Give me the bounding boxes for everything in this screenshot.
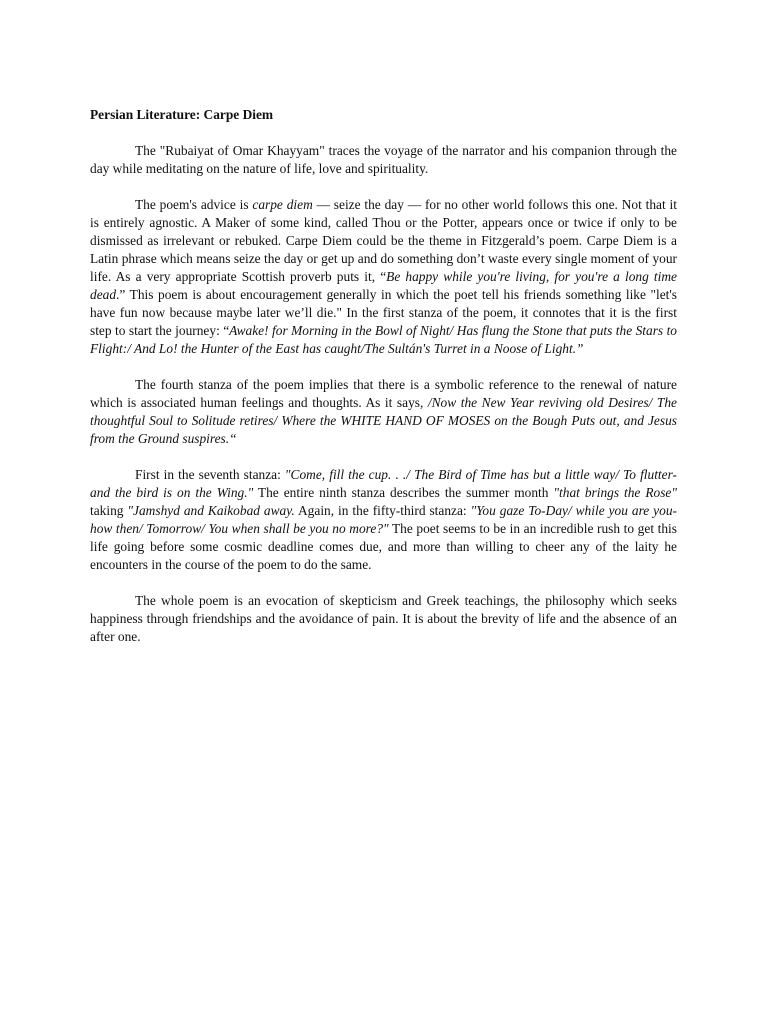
paragraph-4 (90, 466, 677, 574)
p2-c: — seize the day — for no other world follows this one. Not that it is entirely agnostic. A Maker of some kind, called Thou or the Potter, appears once or twice if only to be dismissed as irrelevant or rebuked. Carpe Diem could be the theme in Fitzgerald’s poem. Carpe Diem is a Latin phrase which means seize the day or get up and do something don’t waste every single moment of your life. As a very appropriate Scottish proverb puts it, “ (90, 197, 677, 284)
p4-f-italic: "Jamshyd and Kaikobad away. (127, 503, 295, 518)
p2-f-italic: Awake! for Morning in the Bowl of Night/ Has flung the Stone that puts the Stars to Flight:/ And Lo! the Hunter of the East has caught/The Sultán's Turret in a Noose of Light.” (90, 323, 677, 356)
paragraph-3 (90, 376, 677, 448)
p3-b-italic: /Now the New Year reviving old Desires/ The thoughtful Soul to Solitude retires/ Where the WHITE HAND OF MOSES on the Bough Puts out, and Jesus from the Ground suspires.“ (90, 395, 678, 446)
paragraph-5-text: The whole poem is an evocation of skepticism and Greek teachings, the philosophy which seeks happiness through friendships and the avoidance of pain. It is about the brevity of life and the absence of an after one. (90, 593, 677, 644)
p4-e: taking (90, 503, 128, 518)
paragraph-1 (90, 142, 677, 178)
p2-d-italic: Be happy while you're living, for you're a long time dead (90, 269, 677, 302)
paragraph-2 (90, 196, 677, 358)
p2-a: The poem's advice is (135, 197, 253, 212)
document-title: Persian Literature: Carpe Diem (90, 107, 274, 122)
p2-e: .” This poem is about encouragement generally in which the poet tell his friends something like "let's have fun now because maybe later we’ll die." In the first stanza of the poem, it connotes that it is the first step to start the journey: “ (90, 287, 677, 338)
p4-h-italic: "You gaze To-Day/ while you are you-how then/ Tomorrow/ You when shall be you no more?" (90, 503, 677, 536)
p2-b-italic: carpe diem (252, 197, 313, 212)
p4-d-italic: "that brings the Rose" (553, 485, 677, 500)
p4-g: Again, in the fifty-third stanza: (294, 503, 471, 518)
paragraph-5 (90, 592, 677, 646)
p4-a: First in the seventh stanza: (135, 467, 285, 482)
p4-b-italic: "Come, fill the cup. . ./ The Bird of Time has but a little way/ To flutter-and the bird is on the Wing." (90, 467, 677, 500)
document-page (90, 106, 677, 664)
paragraph-1-text: The "Rubaiyat of Omar Khayyam" traces the voyage of the narrator and his companion through the day while meditating on the nature of life, love and spirituality. (90, 143, 677, 176)
p4-i: The poet seems to be in an incredible rush to get this life going before some cosmic deadline comes due, and more than willing to cheer any of the laity he encounters in the course of the poem to do the same. (90, 521, 677, 572)
p4-c: The entire ninth stanza describes the summer month (253, 485, 554, 500)
p3-a: The fourth stanza of the poem implies that there is a symbolic reference to the renewal of nature which is associated human feelings and thoughts. As it says, (90, 377, 677, 410)
